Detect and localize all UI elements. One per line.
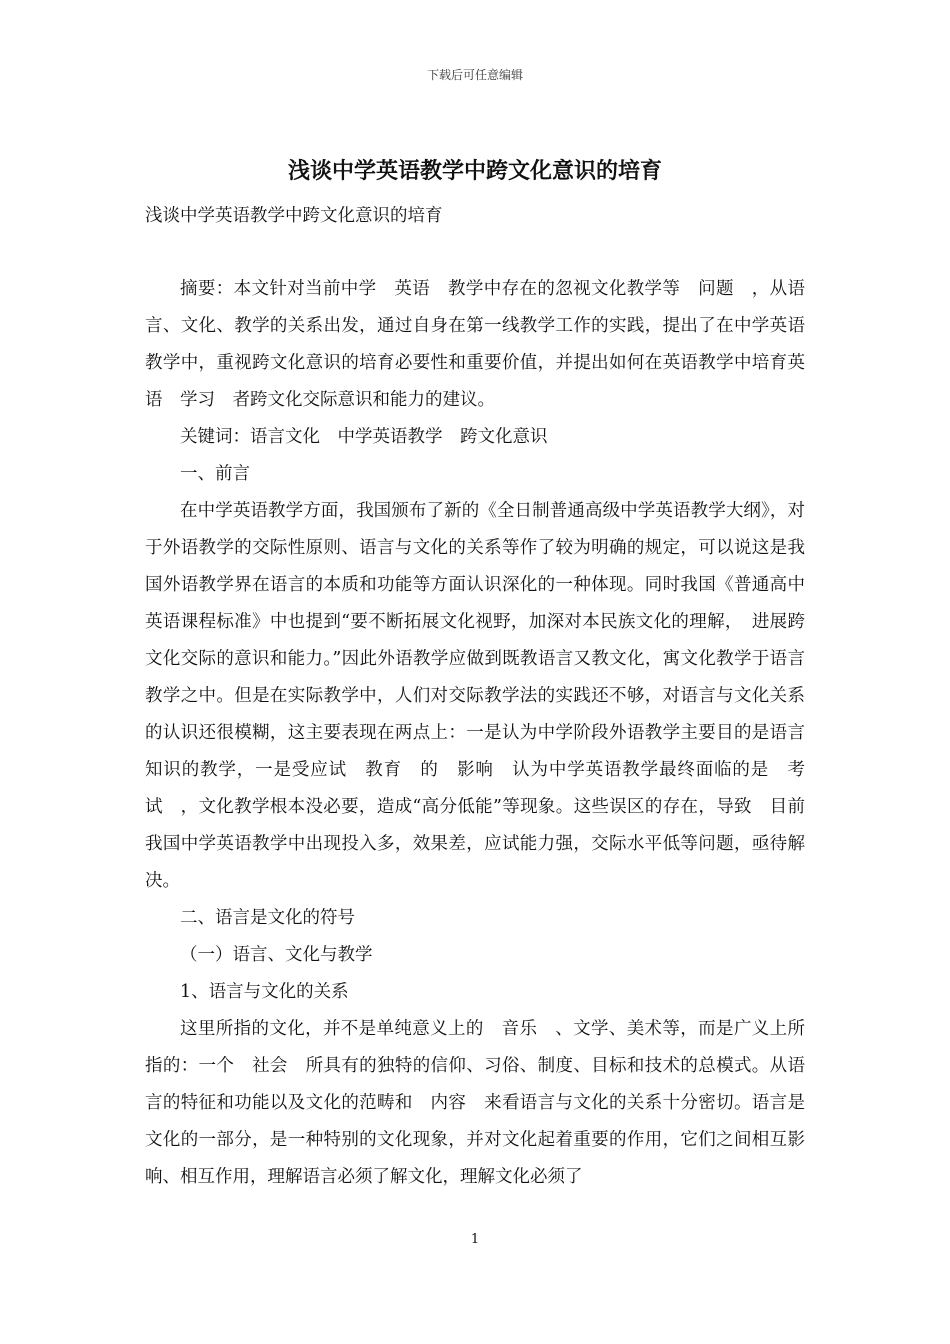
page-number: 1 — [470, 1232, 480, 1247]
abstract-paragraph: 摘要：本文针对当前中学 英语 教学中存在的忽视文化教学等 问题 ，从语言、文化、教学的关系出发，通过自身在第一线教学工作的实践，提出了在中学英语教学中，重视跨文化意识的培育必要性和重要价值，并提出如何在英语教学中培育英语 学习 者跨文化交际意识和能力的建议。 — [145, 279, 805, 410]
subsection-heading: （一）语言、文化与教学 — [180, 945, 373, 965]
section-1-paragraph: 在中学英语教学方面，我国颁布了新的《全日制普通高级中学英语教学大纲》，对于外语教学的交际性原则、语言与文化的关系等作了较为明确的规定，可以说这是我国外语教学界在语言的本质和功能等方面认识深化的一种体现。同时我国《普通高中英语课程标准》中也提到“要不断拓展文化视野，加深对本民族文化的理解， 进展跨文化交际的意识和能力。”因此外语教学应做到既教语言又教文化，寓文化教学于语言教学之中。但是在实际教学中，人们对交际教学法的实践还不够，对语言与文化关系的认识还很模糊，这主要表现在两点上：一是认为中学阶段外语教学主要目的是语言知识的教学，一是受应试 教育 的 影响 认为中学英语教学最终面临的是 考试 ，文化教学根本没必要，造成“高分低能”等现象。这些误区的存在，导致 目前 我国中学英语教学中出现投入多，效果差，应试能力强，交际水平低等问题，亟待解决。 — [145, 501, 823, 891]
section-heading-1: 一、前言 — [180, 464, 250, 484]
page-header-note: 下载后可任意编辑 — [426, 68, 523, 82]
document-body — [145, 198, 823, 1196]
section-2-paragraph: 这里所指的文化，并不是单纯意义上的 音乐 、文学、美术等，而是广义上所指的：一个 社会 所具有的独特的信仰、习俗、制度、目标和技术的总模式。从语言的特征和功能以及文化的范畴和 内容 来看语言与文化的关系十分密切。语言是文化的一部分，是一种特别的文化现象，并对文化起着重要的作用，它们之间相互影响、相互作用，理解语言必须了解文化，理解文化必须了 — [145, 1019, 805, 1187]
section-heading-2: 二、语言是文化的符号 — [180, 908, 355, 928]
document-subtitle: 浅谈中学英语教学中跨文化意识的培育 — [145, 206, 443, 226]
keywords-line: 关键词：语言文化 中学英语教学 跨文化意识 — [180, 427, 548, 447]
document-title: 浅谈中学英语教学中跨文化意识的培育 — [287, 158, 662, 184]
subsubsection-heading: 1、语言与文化的关系 — [180, 982, 349, 1002]
